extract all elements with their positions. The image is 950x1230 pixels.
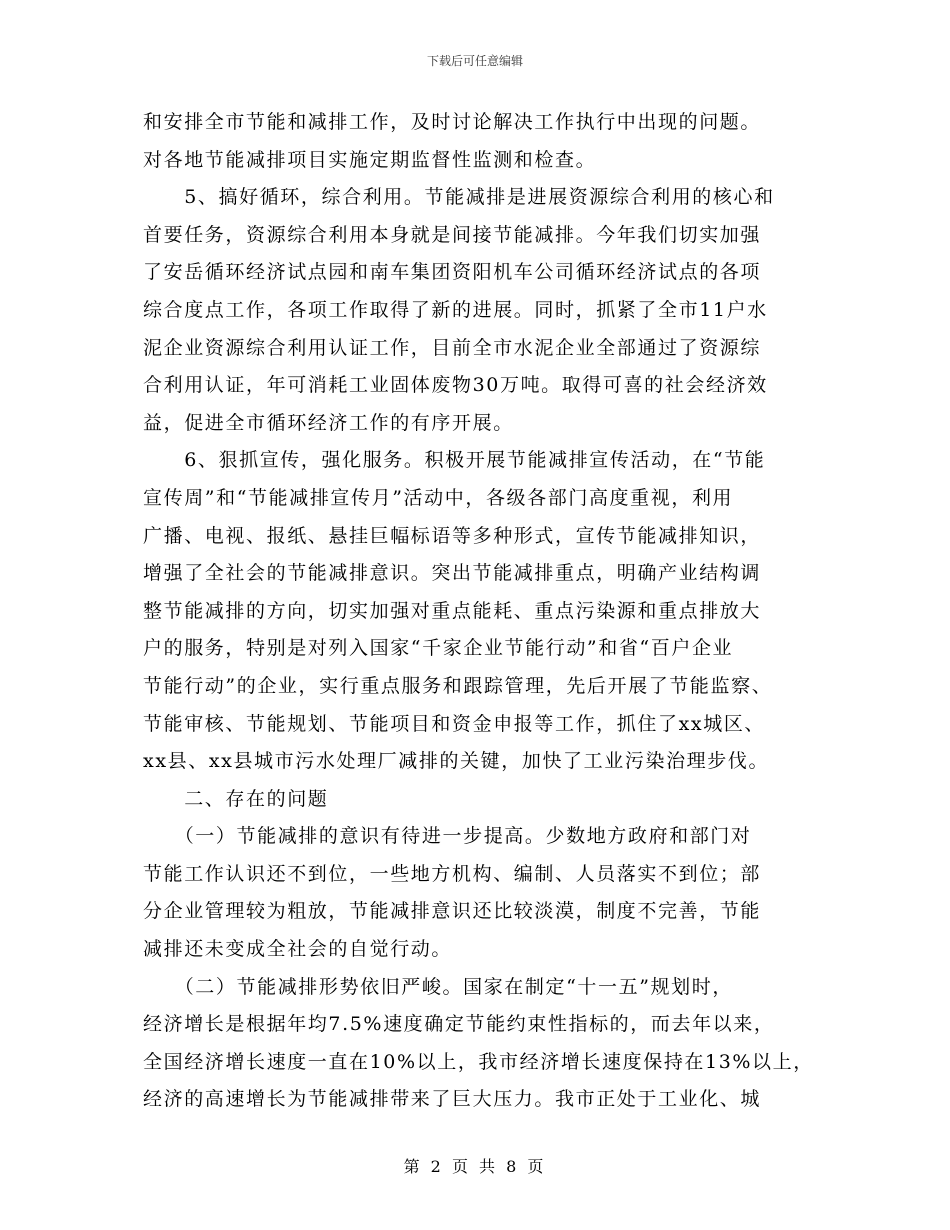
document-body	[143, 104, 823, 1119]
body-line: 户的服务，特别是对列入国家“千家企业节能行动”和省“百户企业	[143, 637, 734, 660]
body-line: 节能审核、节能规划、节能项目和资金申报等工作，抓住了xx城区、	[143, 712, 766, 735]
body-line: （一）节能减排的意识有待进一步提高。少数地方政府和部门对	[143, 825, 752, 848]
body-line: 合利用认证，年可消耗工业固体废物30万吨。取得可喜的社会经济效	[143, 374, 768, 397]
body-line: 泥企业资源综合利用认证工作，目前全市水泥企业全部通过了资源综	[143, 336, 762, 359]
body-line: （二）节能减排形势依旧严峻。国家在制定“十一五”规划时，	[143, 975, 733, 998]
body-line: 经济的高速增长为节能减排带来了巨大压力。我市正处于工业化、城	[143, 1088, 762, 1111]
body-line: 和安排全市节能和减排工作，及时讨论解决工作执行中出现的问题。	[143, 111, 762, 133]
body-line: 了安岳循环经济试点园和南车集团资阳机车公司循环经济试点的各项	[143, 261, 762, 284]
page-footer: 第 2 页 共 8 页	[403, 1157, 547, 1176]
body-line: 经济增长是根据年均7.5%速度确定节能约束性指标的，而去年以来，	[143, 1013, 775, 1036]
section-heading: 二、存在的问题	[143, 787, 329, 810]
body-line: 减排还未变成全社会的自觉行动。	[143, 938, 453, 961]
body-line: 首要任务，资源综合利用本身就是间接节能减排。今年我们切实加强	[143, 223, 762, 246]
body-line: 节能工作认识还不到位，一些地方机构、编制、人员落实不到位；部	[143, 862, 762, 885]
body-line: 6、狠抓宣传，强化服务。积极开展节能减排宣传活动，在“节能	[143, 449, 766, 472]
body-line: 节能行动”的企业，实行重点服务和跟踪管理，先后开展了节能监察、	[143, 674, 773, 697]
body-line: 对各地节能减排项目实施定期监督性监测和检查。	[143, 148, 597, 171]
body-line: 5、搞好循环，综合利用。节能减排是进展资源综合利用的核心和	[143, 186, 775, 209]
body-line: 益，促进全市循环经济工作的有序开展。	[143, 411, 514, 434]
body-line: 分企业管理较为粗放，节能减排意识还比较淡漠，制度不完善，节能	[143, 900, 762, 923]
body-line: 全国经济增长速度一直在10%以上，我市经济增长速度保持在13%以上，	[143, 1050, 814, 1073]
body-line: 广播、电视、报纸、悬挂巨幅标语等多种形式，宣传节能减排知识，	[143, 524, 762, 547]
body-line: 整节能减排的方向，切实加强对重点能耗、重点污染源和重点排放大	[143, 599, 762, 622]
body-line: 增强了全社会的节能减排意识。突出节能减排重点，明确产业结构调	[143, 562, 762, 585]
page-header: 下载后可任意编辑	[426, 54, 523, 68]
body-line: 宣传周”和“节能减排宣传月”活动中，各级各部门高度重视，利用	[143, 486, 734, 509]
body-line: xx县、xx县城市污水处理厂减排的关键，加快了工业污染治理步伐。	[143, 750, 770, 773]
body-line: 综合度点工作，各项工作取得了新的进展。同时，抓紧了全市11户水	[143, 298, 768, 321]
